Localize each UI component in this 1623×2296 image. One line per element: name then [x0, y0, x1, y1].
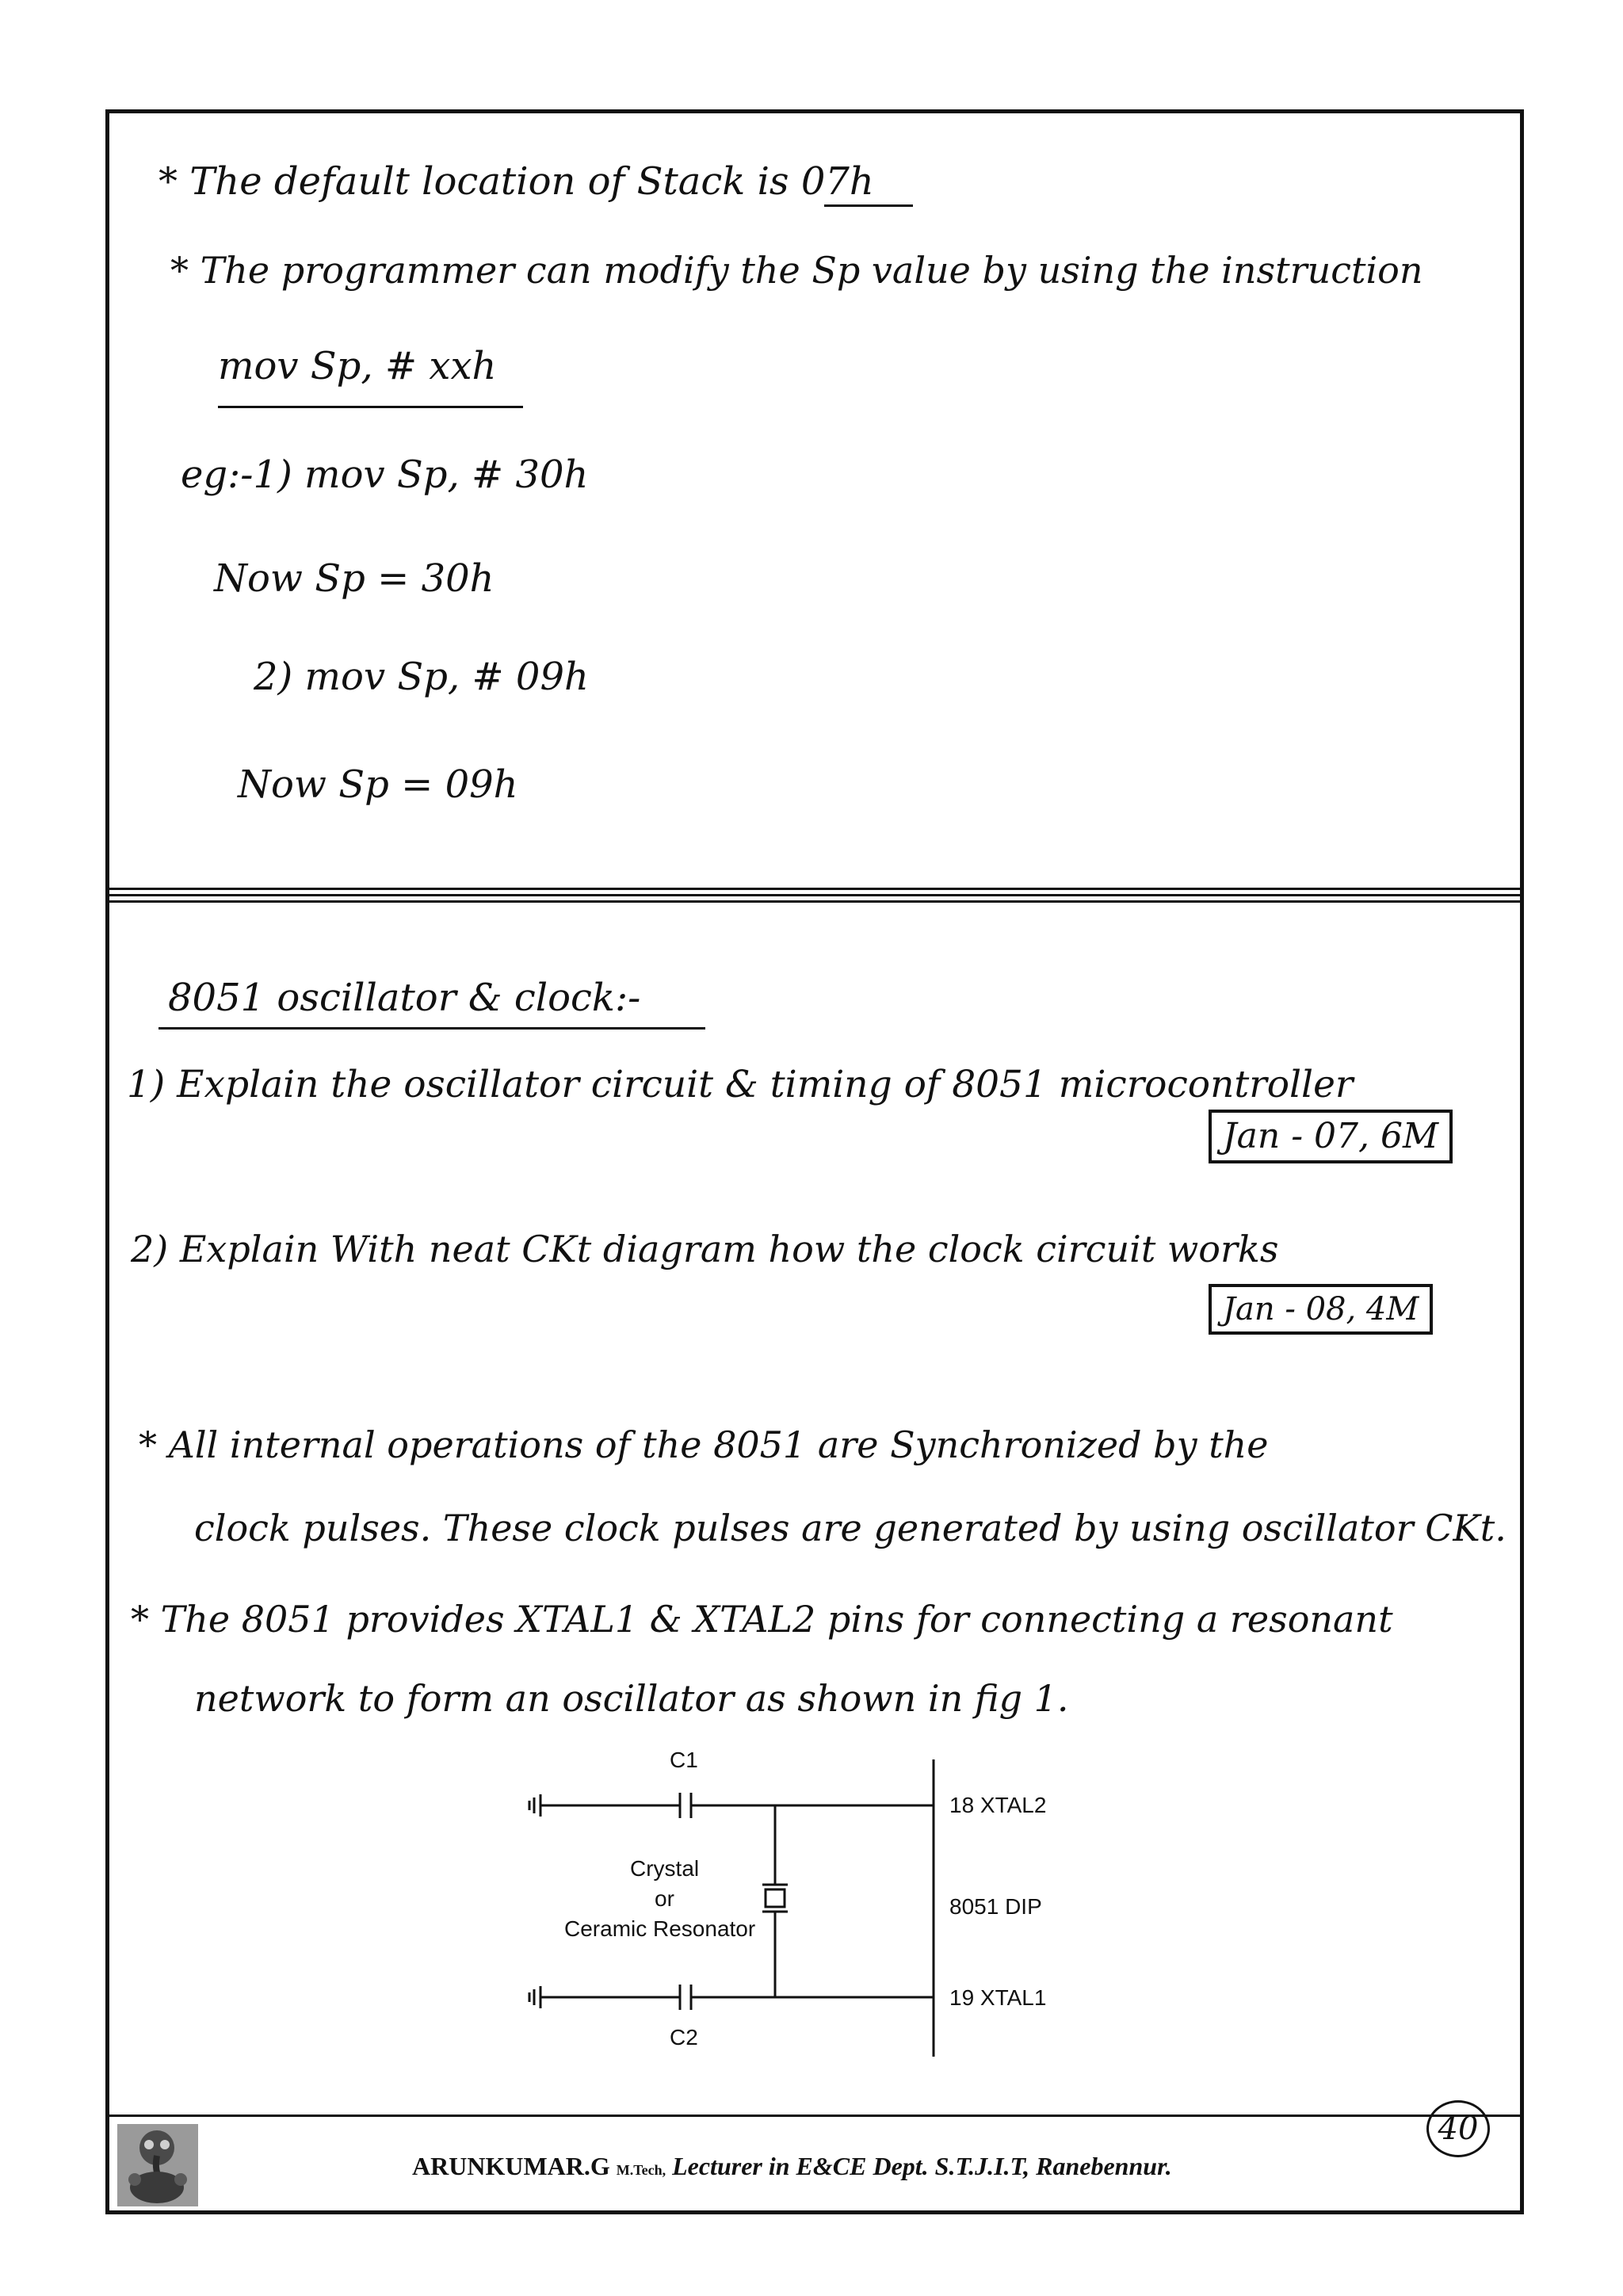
question-1: 1) Explain the oscillator circuit & timing of 8051 microcontroller	[127, 1063, 1354, 1106]
underline-07h	[824, 204, 913, 207]
underline-mov	[218, 406, 523, 408]
author-role: Lecturer in E&CE Dept.	[672, 2152, 929, 2180]
para1-line2: clock pulses. These clock pulses are generated by using oscillator CKt.	[194, 1507, 1507, 1549]
separator-line-2	[105, 894, 1524, 896]
ganesha-logo-icon	[117, 2124, 198, 2206]
author-institute: S.T.J.I.T, Ranebennur.	[934, 2152, 1172, 2180]
label-xtal2: 18 XTAL2	[949, 1793, 1047, 1817]
para2-line2: network to form an oscillator as shown in fig 1.	[194, 1677, 1069, 1720]
sp-modify-text: * The programmer can modify the Sp value by using the instruction	[170, 249, 1423, 292]
stack-default-text: * The default location of Stack is 07h	[158, 159, 874, 204]
para1-line1: * All internal operations of the 8051 are Synchronized by the	[139, 1423, 1269, 1466]
label-8051-dip: 8051 DIP	[949, 1894, 1042, 1919]
label-c2: C2	[670, 2025, 698, 2050]
label-ceramic-resonator: Ceramic Resonator	[564, 1916, 756, 1941]
label-xtal1: 19 XTAL1	[949, 1985, 1047, 2010]
tag-jan-07: Jan - 07, 6M	[1209, 1110, 1453, 1163]
para2-line1: * The 8051 provides XTAL1 & XTAL2 pins for connecting a resonant	[131, 1598, 1393, 1641]
underline-heading	[158, 1027, 705, 1030]
label-crystal: Crystal	[630, 1856, 700, 1881]
example-2: 2) mov Sp, # 09h	[254, 655, 589, 699]
separator-line-3	[105, 900, 1524, 903]
now-sp-09h: Now Sp = 09h	[238, 762, 518, 807]
tag-jan-08: Jan - 08, 4M	[1209, 1284, 1433, 1335]
author-degree: M.Tech,	[616, 2162, 666, 2178]
section-heading: 8051 oscillator & clock:-	[168, 976, 641, 1020]
now-sp-30h: Now Sp = 30h	[214, 556, 495, 601]
page-number: 40	[1426, 2100, 1490, 2157]
footer-author	[412, 2152, 1172, 2181]
example-1: eg:-1) mov Sp, # 30h	[181, 453, 589, 497]
label-c1: C1	[670, 1748, 698, 1772]
question-2: 2) Explain With neat CKt diagram how the clock circuit works	[131, 1228, 1279, 1270]
label-or: or	[655, 1886, 674, 1911]
mov-instruction: mov Sp, # xxh	[218, 344, 497, 388]
crystal-body	[766, 1889, 785, 1907]
footer-separator	[105, 2115, 1524, 2117]
author-name: ARUNKUMAR.G	[412, 2152, 610, 2180]
separator-line-1	[105, 888, 1524, 890]
